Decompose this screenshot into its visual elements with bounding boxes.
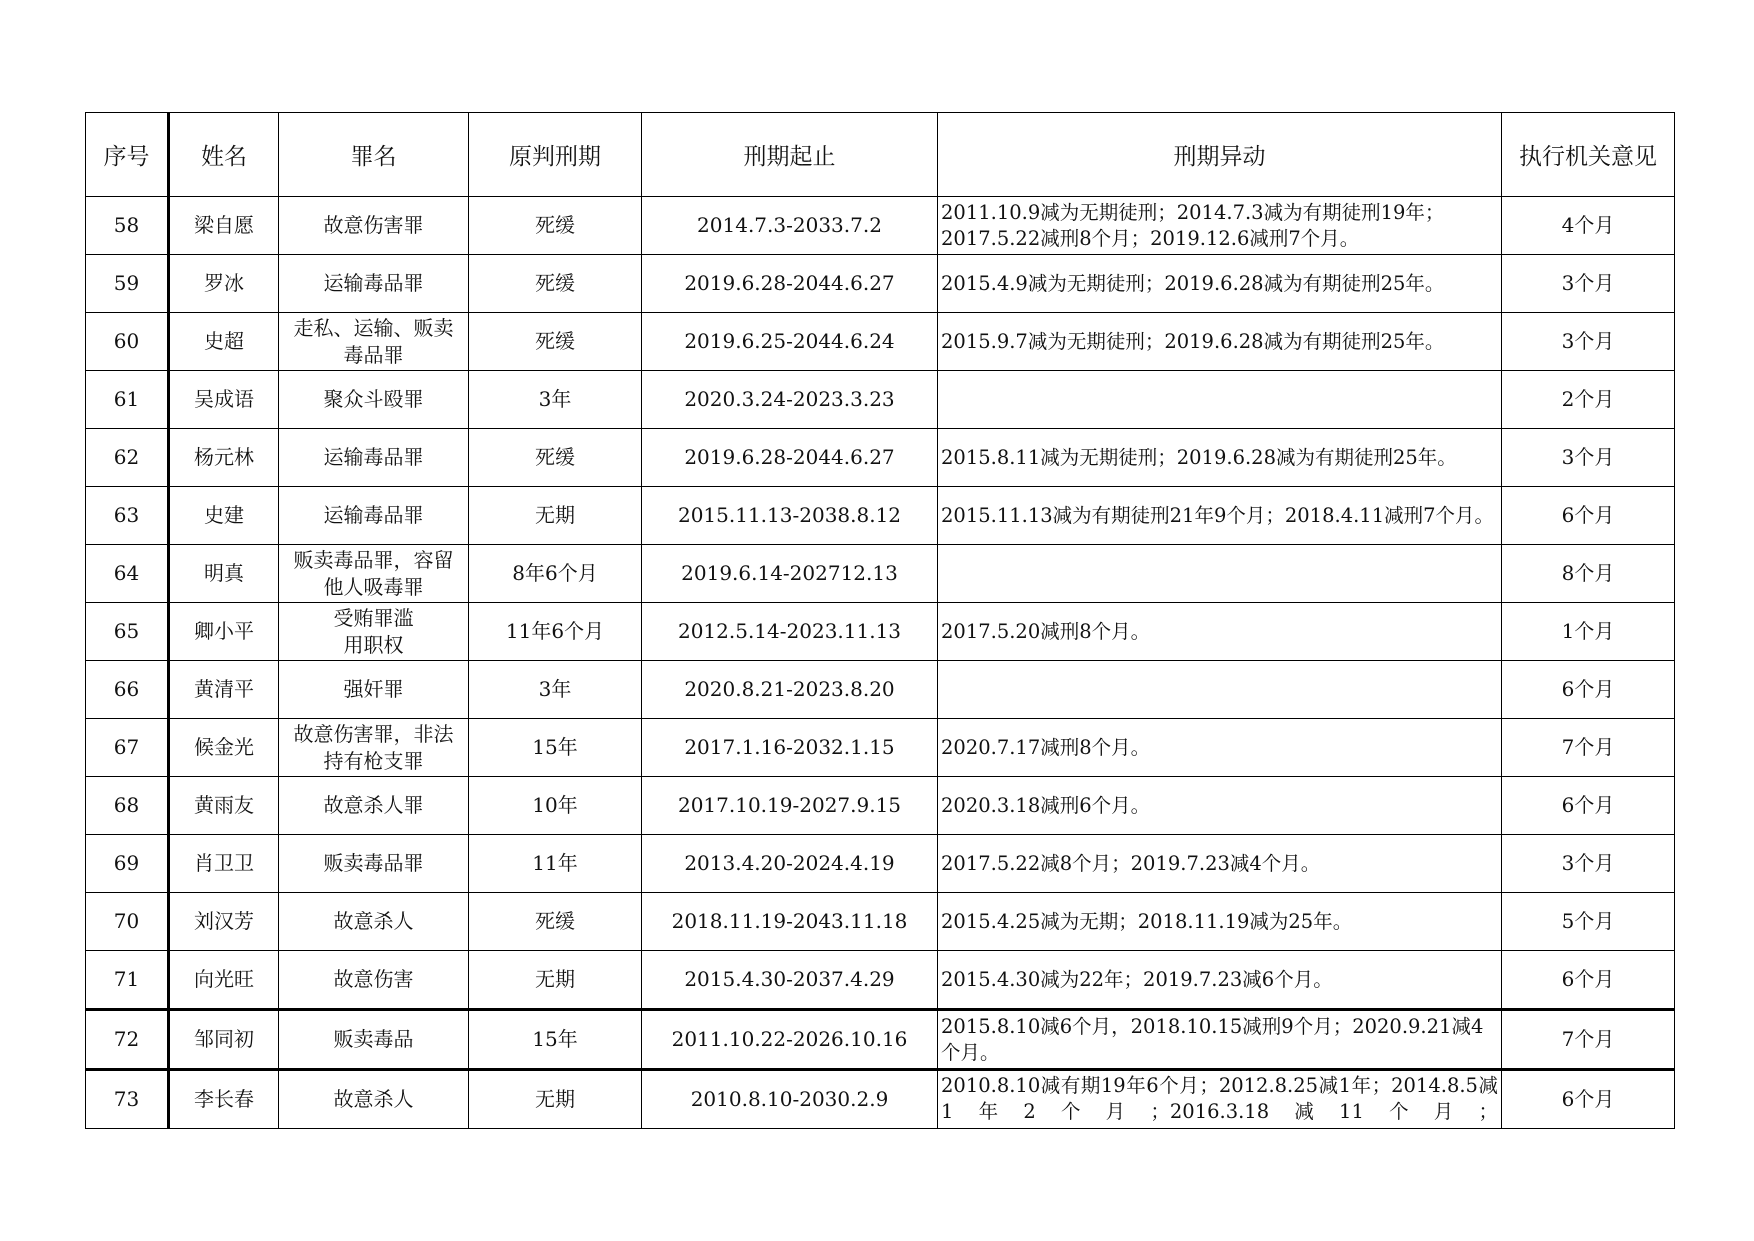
cell-original-sentence: 8年6个月 [469,545,642,603]
cell-authority-opinion: 6个月 [1502,777,1675,835]
cell-crime [279,313,469,371]
cell-sentence-changes [938,1070,1502,1129]
cell-no: 61 [86,371,169,429]
cell-sentence-period: 2019.6.25-2044.6.24 [642,313,938,371]
cell-name: 黄雨友 [169,777,279,835]
cell-authority-opinion: 3个月 [1502,835,1675,893]
cell-crime [279,719,469,777]
table-row [86,429,1675,487]
cell-sentence-changes [938,603,1502,661]
cell-no: 67 [86,719,169,777]
cell-original-sentence: 无期 [469,487,642,545]
table-row [86,603,1675,661]
header-name: 姓名 [169,113,279,197]
table-row [86,1010,1675,1070]
cell-name: 李长春 [169,1070,279,1129]
cell-name: 卿小平 [169,603,279,661]
cell-name: 杨元林 [169,429,279,487]
cell-sentence-changes [938,197,1502,255]
cell-name: 明真 [169,545,279,603]
cell-sentence-changes [938,313,1502,371]
cell-authority-opinion: 1个月 [1502,603,1675,661]
table-row [86,255,1675,313]
cell-sentence-period: 2019.6.28-2044.6.27 [642,255,938,313]
sentence-reduction-table [85,112,1675,1129]
cell-authority-opinion: 6个月 [1502,951,1675,1010]
cell-original-sentence: 15年 [469,719,642,777]
cell-original-sentence: 死缓 [469,197,642,255]
cell-sentence-period: 2015.4.30-2037.4.29 [642,951,938,1010]
cell-crime: 故意杀人罪 [279,777,469,835]
cell-original-sentence: 死缓 [469,893,642,951]
cell-no: 64 [86,545,169,603]
cell-sentence-period: 2020.3.24-2023.3.23 [642,371,938,429]
cell-crime: 运输毒品罪 [279,487,469,545]
cell-crime: 聚众斗殴罪 [279,371,469,429]
sentence-changes-text: 2020.3.18减刑6个月。 [941,793,1151,817]
table-row [86,777,1675,835]
cell-name: 肖卫卫 [169,835,279,893]
cell-no: 60 [86,313,169,371]
cell-sentence-changes [938,893,1502,951]
cell-sentence-changes [938,255,1502,313]
header-row [86,113,1675,197]
cell-no: 72 [86,1010,169,1070]
cell-authority-opinion: 2个月 [1502,371,1675,429]
cell-sentence-changes [938,429,1502,487]
cell-sentence-changes [938,719,1502,777]
crime-text: 贩卖毒品罪，容留他人吸毒罪 [293,547,454,599]
cell-name: 罗冰 [169,255,279,313]
cell-sentence-changes [938,1010,1502,1070]
table-row [86,661,1675,719]
cell-original-sentence: 3年 [469,661,642,719]
cell-original-sentence: 无期 [469,951,642,1010]
cell-authority-opinion: 7个月 [1502,719,1675,777]
table-row [86,197,1675,255]
cell-no: 68 [86,777,169,835]
cell-authority-opinion: 6个月 [1502,1070,1675,1129]
crime-text: 受贿罪滥用职权 [333,605,414,657]
cell-crime: 强奸罪 [279,661,469,719]
crime-text: 走私、运输、贩卖毒品罪 [293,315,454,367]
cell-sentence-period: 2020.8.21-2023.8.20 [642,661,938,719]
table-row [86,371,1675,429]
header-authority-opinion: 执行机关意见 [1502,113,1675,197]
cell-sentence-period: 2019.6.28-2044.6.27 [642,429,938,487]
table-row [86,719,1675,777]
header-no: 序号 [86,113,169,197]
cell-no: 70 [86,893,169,951]
cell-crime: 贩卖毒品 [279,1010,469,1070]
cell-authority-opinion: 8个月 [1502,545,1675,603]
cell-name: 候金光 [169,719,279,777]
cell-crime [279,545,469,603]
cell-crime: 故意伤害罪 [279,197,469,255]
cell-original-sentence: 死缓 [469,429,642,487]
cell-no: 69 [86,835,169,893]
table-row [86,893,1675,951]
cell-crime: 运输毒品罪 [279,429,469,487]
cell-crime: 故意杀人 [279,893,469,951]
cell-sentence-period: 2013.4.20-2024.4.19 [642,835,938,893]
cell-sentence-changes [938,371,1502,429]
cell-original-sentence: 11年 [469,835,642,893]
header-sentence-changes: 刑期异动 [938,113,1502,197]
cell-no: 63 [86,487,169,545]
cell-crime [279,603,469,661]
cell-authority-opinion: 3个月 [1502,255,1675,313]
cell-no: 71 [86,951,169,1010]
cell-name: 刘汉芳 [169,893,279,951]
cell-name: 吴成语 [169,371,279,429]
sentence-changes-text: 2015.4.25减为无期；2018.11.19减为25年。 [941,909,1353,933]
cell-sentence-period: 2014.7.3-2033.7.2 [642,197,938,255]
cell-original-sentence: 无期 [469,1070,642,1129]
sentence-changes-text: 2017.5.22减8个月；2019.7.23减4个月。 [941,851,1321,875]
table-row [86,951,1675,1010]
cell-authority-opinion: 7个月 [1502,1010,1675,1070]
cell-sentence-period: 2011.10.22-2026.10.16 [642,1010,938,1070]
cell-sentence-changes [938,777,1502,835]
sentence-changes-text: 2015.8.10减6个月，2018.10.15减刑9个月；2020.9.21减4个月。 [941,1014,1484,1064]
cell-no: 58 [86,197,169,255]
table-row [86,313,1675,371]
cell-authority-opinion: 4个月 [1502,197,1675,255]
sentence-changes-text: 2015.8.11减为无期徒刑；2019.6.28减为有期徒刑25年。 [941,445,1457,469]
sentence-changes-text: 2020.7.17减刑8个月。 [941,735,1151,759]
cell-no: 73 [86,1070,169,1129]
cell-no: 62 [86,429,169,487]
header-sentence-period: 刑期起止 [642,113,938,197]
cell-sentence-period: 2018.11.19-2043.11.18 [642,893,938,951]
header-crime: 罪名 [279,113,469,197]
cell-sentence-period: 2019.6.14-202712.13 [642,545,938,603]
cell-name: 邹同初 [169,1010,279,1070]
cell-name: 史超 [169,313,279,371]
sentence-changes-text: 2015.4.30减为22年；2019.7.23减6个月。 [941,967,1333,991]
cell-name: 史建 [169,487,279,545]
cell-original-sentence: 10年 [469,777,642,835]
cell-sentence-period: 2010.8.10-2030.2.9 [642,1070,938,1129]
sentence-changes-text: 2017.5.20减刑8个月。 [941,619,1151,643]
sentence-changes-text: 2010.8.10减有期19年6个月；2012.8.25减1年；2014.8.5减1年2个月；2016.3.18减11个月； [941,1073,1498,1123]
cell-original-sentence: 死缓 [469,255,642,313]
cell-crime: 运输毒品罪 [279,255,469,313]
cell-original-sentence: 死缓 [469,313,642,371]
cell-sentence-changes [938,835,1502,893]
cell-no: 65 [86,603,169,661]
cell-original-sentence: 15年 [469,1010,642,1070]
cell-authority-opinion: 6个月 [1502,487,1675,545]
sentence-changes-text: 2015.4.9减为无期徒刑；2019.6.28减为有期徒刑25年。 [941,271,1445,295]
table-row [86,545,1675,603]
cell-crime: 故意杀人 [279,1070,469,1129]
sentence-changes-text: 2011.10.9减为无期徒刑；2014.7.3减为有期徒刑19年；2017.5.22减刑8个月；2019.12.6减刑7个月。 [941,200,1445,250]
cell-original-sentence: 3年 [469,371,642,429]
table-row [86,487,1675,545]
cell-authority-opinion: 3个月 [1502,313,1675,371]
header-original-sentence: 原判刑期 [469,113,642,197]
cell-no: 66 [86,661,169,719]
sentence-changes-text: 2015.11.13减为有期徒刑21年9个月；2018.4.11减刑7个月。 [941,503,1495,527]
sentence-changes-text: 2015.9.7减为无期徒刑；2019.6.28减为有期徒刑25年。 [941,329,1445,353]
cell-sentence-changes [938,545,1502,603]
table-row [86,835,1675,893]
cell-authority-opinion: 6个月 [1502,661,1675,719]
cell-sentence-period: 2015.11.13-2038.8.12 [642,487,938,545]
cell-name: 向光旺 [169,951,279,1010]
table-row [86,1070,1675,1129]
cell-sentence-period: 2017.10.19-2027.9.15 [642,777,938,835]
cell-original-sentence: 11年6个月 [469,603,642,661]
cell-name: 黄清平 [169,661,279,719]
cell-crime: 故意伤害 [279,951,469,1010]
cell-sentence-changes [938,487,1502,545]
cell-name: 梁自愿 [169,197,279,255]
cell-sentence-changes [938,951,1502,1010]
crime-text: 故意伤害罪，非法持有枪支罪 [293,721,454,773]
cell-sentence-period: 2017.1.16-2032.1.15 [642,719,938,777]
cell-authority-opinion: 5个月 [1502,893,1675,951]
cell-sentence-period: 2012.5.14-2023.11.13 [642,603,938,661]
cell-no: 59 [86,255,169,313]
cell-authority-opinion: 3个月 [1502,429,1675,487]
cell-sentence-changes [938,661,1502,719]
cell-crime: 贩卖毒品罪 [279,835,469,893]
